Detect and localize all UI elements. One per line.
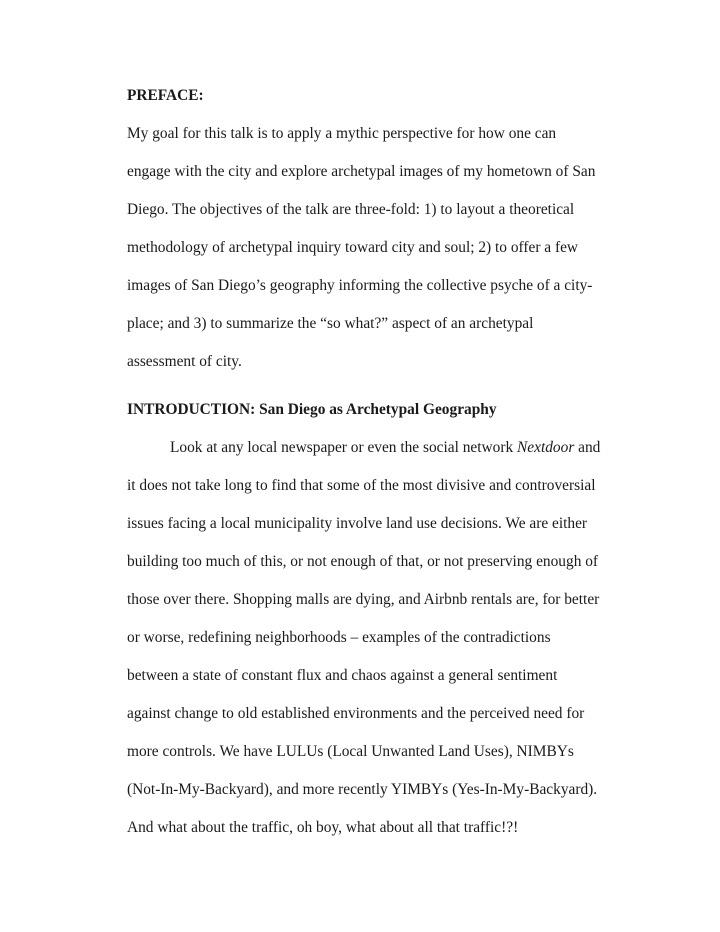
first-line-text-end: and bbox=[574, 439, 601, 456]
introduction-line: those over there. Shopping malls are dying, and Airbnb rentals are, for better bbox=[127, 591, 600, 608]
introduction-line: or worse, redefining neighborhoods – examples of the contradictions bbox=[127, 629, 551, 646]
introduction-line: more controls. We have LULUs (Local Unwanted Land Uses), NIMBYs bbox=[127, 743, 574, 760]
introduction-line: between a state of constant flux and chaos against a general sentiment bbox=[127, 667, 558, 684]
introduction-line: it does not take long to find that some of the most divisive and controversial bbox=[127, 477, 596, 494]
preface-heading: PREFACE: bbox=[127, 87, 204, 104]
introduction-line: issues facing a local municipality involve land use decisions. We are either bbox=[127, 515, 588, 532]
preface-line: engage with the city and explore archetypal images of my hometown of San bbox=[127, 163, 596, 180]
introduction-line: And what about the traffic, oh boy, what about all that traffic!?! bbox=[127, 819, 519, 836]
introduction-line: against change to old established environments and the perceived need for bbox=[127, 705, 585, 722]
preface-line: assessment of city. bbox=[127, 353, 242, 370]
preface-line: My goal for this talk is to apply a mythic perspective for how one can bbox=[127, 125, 557, 142]
nextdoor-title: Nextdoor bbox=[517, 439, 575, 456]
preface-line: place; and 3) to summarize the “so what?” aspect of an archetypal bbox=[127, 315, 534, 332]
introduction-first-line bbox=[170, 438, 600, 458]
introduction-heading: INTRODUCTION: San Diego as Archetypal Geography bbox=[127, 401, 497, 418]
introduction-line: building too much of this, or not enough of that, or not preserving enough of bbox=[127, 553, 599, 570]
preface-line: methodology of archetypal inquiry toward city and soul; 2) to offer a few bbox=[127, 239, 579, 256]
introduction-line: (Not-In-My-Backyard), and more recently YIMBYs (Yes-In-My-Backyard). bbox=[127, 781, 598, 798]
first-line-text: Look at any local newspaper or even the social network bbox=[170, 439, 518, 456]
preface-line: Diego. The objectives of the talk are three-fold: 1) to layout a theoretical bbox=[127, 201, 575, 218]
preface-line: images of San Diego’s geography informing the collective psyche of a city- bbox=[127, 277, 593, 294]
